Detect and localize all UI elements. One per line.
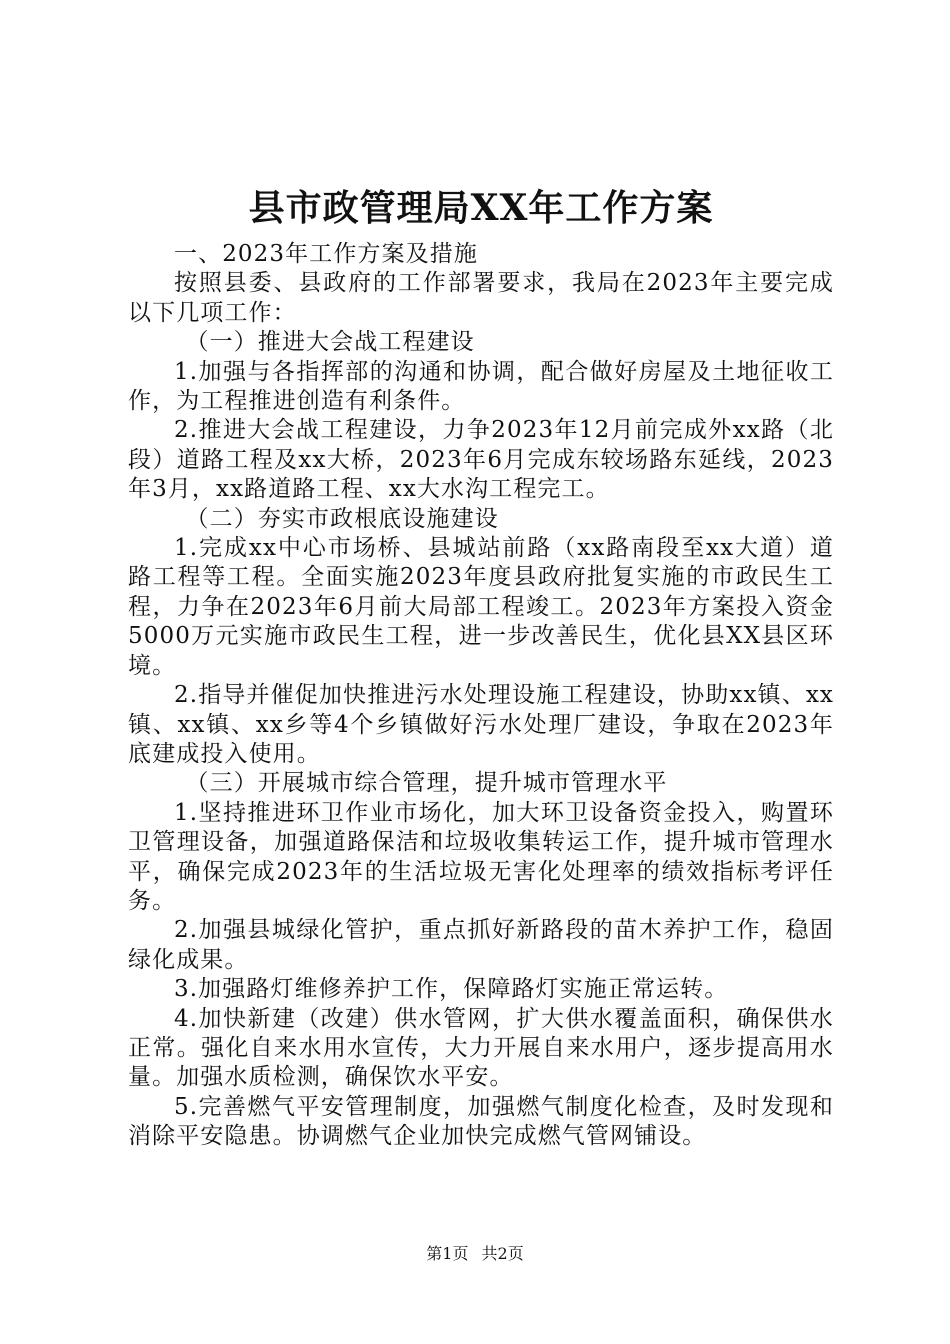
document-body [128,240,834,1152]
paragraph-3-4: 4.加快新建（改建）供水管网，扩大供水覆盖面积，确保供水正常。强化自来水用水宣传，大力开展自来水用户，逐步提高用水量。加强水质检测，确保饮水平安。 [128,1005,834,1091]
section-heading-1: 一、2023年工作方案及措施 [174,241,478,267]
paragraph-3-3: 3.加强路灯维修养护工作，保障路灯实施正常运转。 [174,976,729,1003]
paragraph-3-2: 2.加强县城绿化管护，重点抓好新路段的苗木养护工作，稳固绿化成果。 [128,917,834,973]
page-footer [0,1244,950,1264]
page-number: 第1页 [426,1244,469,1263]
paragraph-2-1: 1.完成xx中心市场桥、县城站前路（xx路南段至xx大道）道路工程等工程。全面实施2023年度县政府批复实施的市政民生工程，力争在2023年6月前大局部工程竣工。2023年方案投入资金5000万元实施市政民生工程，进一步改善民生，优化县XX县区环境。 [128,535,834,679]
subsection-heading-1: （一）推进大会战工程建设 [185,329,475,356]
paragraph-1-2: 2.推进大会战工程建设，力争2023年12月前完成外xx路（北段）道路工程及xx大桥，2023年6月完成东较场路东延线，2023年3月，xx路道路工程、xx大水沟工程完工。 [128,417,834,503]
paragraph-3-1: 1.坚持推进环卫作业市场化，加大环卫设备资金投入，购置环卫管理设备，加强道路保洁和垃圾收集转运工作，提升城市管理水平，确保完成2023年的生活垃圾无害化处理率的绩效指标考评任务。 [128,799,834,914]
paragraph-3-5: 5.完善燃气平安管理制度，加强燃气制度化检查，及时发现和消除平安隐患。协调燃气企业加快完成燃气管网铺设。 [128,1093,834,1150]
page-total: 共2页 [481,1244,524,1263]
subsection-heading-2: （二）夯实市政根底设施建设 [185,505,499,532]
paragraph-1-1: 1.加强与各指挥部的沟通和协调，配合做好房屋及土地征收工作，为工程推进创造有利条件。 [128,358,834,415]
paragraph-intro: 按照县委、县政府的工作部署要求，我局在2023年主要完成以下几项工作： [128,270,834,326]
page-title: 县市政管理局XX年工作方案 [248,187,714,229]
subsection-heading-3: （三）开展城市综合管理，提升城市管理水平 [185,770,668,797]
paragraph-2-2: 2.指导并催促加快推进污水处理设施工程建设，协助xx镇、xx镇、xx镇、xx乡等4个乡镇做好污水处理厂建设，争取在2023年底建成投入使用。 [128,682,834,767]
